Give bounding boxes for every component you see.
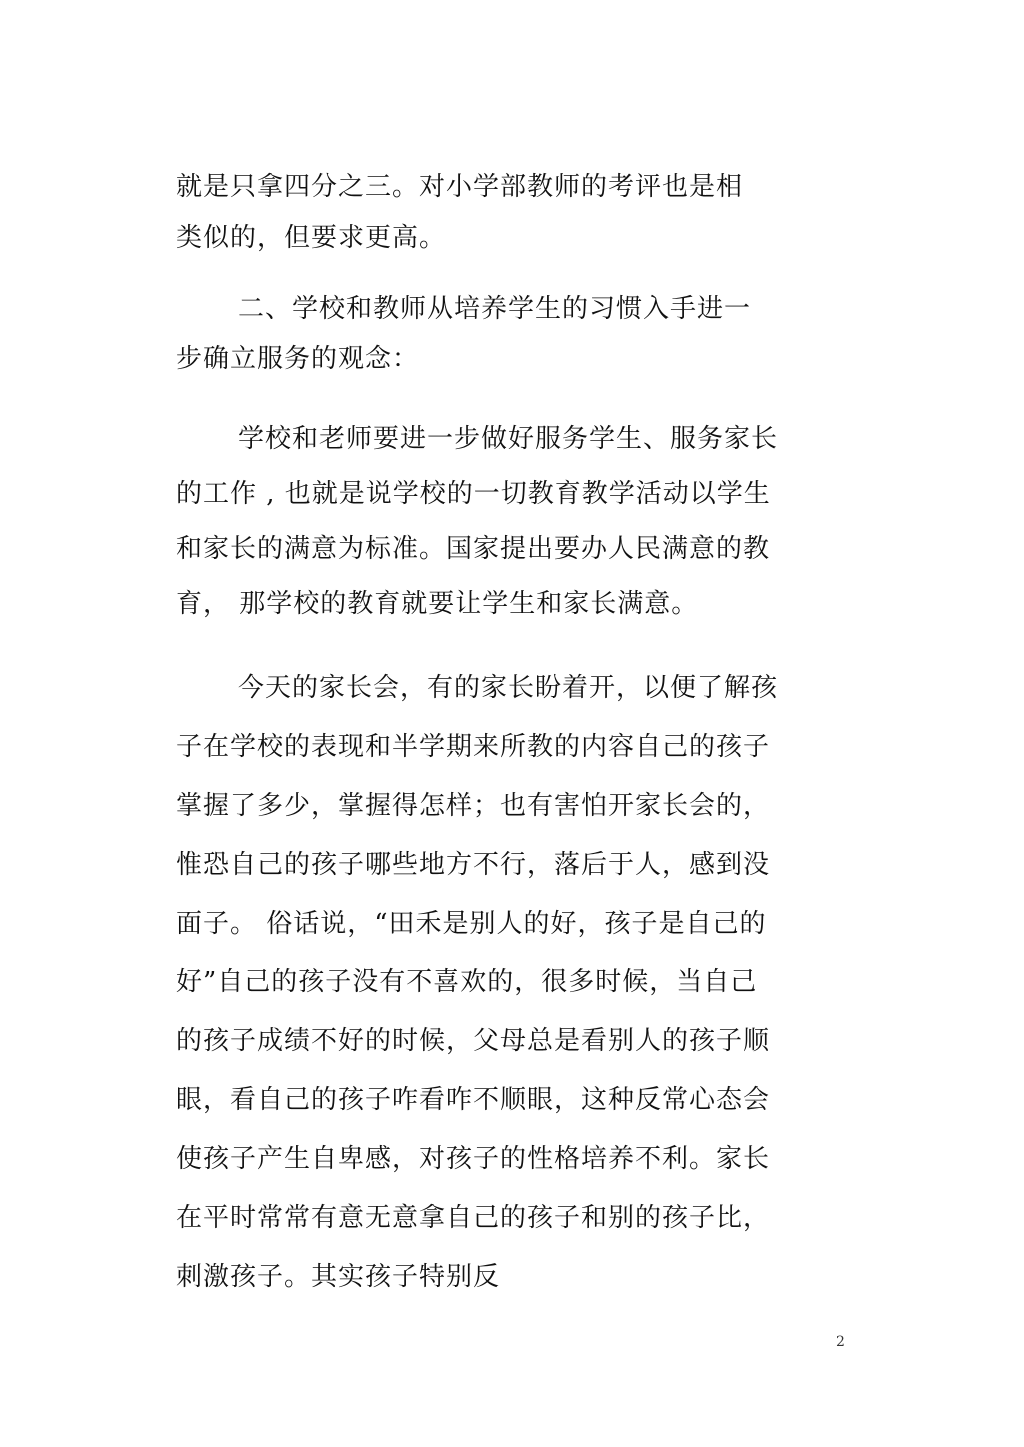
text-line: 类似的，但要求更高。 xyxy=(176,223,447,253)
text-line: 学校和老师要进一步做好服务学生、服务家长 xyxy=(238,424,779,454)
text-line: 掌握了多少，掌握得怎样；也有害怕开家长会的， xyxy=(176,791,771,821)
text-line: 今天的家长会，有的家长盼着开，以便了解孩 xyxy=(238,673,779,703)
text-line: 子在学校的表现和半学期来所教的内容自己的孩子 xyxy=(176,732,771,762)
text-line: 二、学校和教师从培养学生的习惯入手进一 xyxy=(238,294,752,324)
text-line: 使孩子产生自卑感，对孩子的性格培养不利。家长 xyxy=(176,1144,771,1174)
text-line: 就是只拿四分之三。对小学部教师的考评也是相 xyxy=(176,172,744,202)
text-line: 眼，看自己的孩子咋看咋不顺眼，这种反常心态会 xyxy=(176,1085,771,1115)
text-line: 步确立服务的观念： xyxy=(176,344,420,374)
text-line: 的孩子成绩不好的时候，父母总是看别人的孩子顺 xyxy=(176,1026,771,1056)
text-line: 育， 那学校的教育就要让学生和家长满意。 xyxy=(176,589,699,619)
text-line: 的工作 , 也就是说学校的一切教育教学活动以学生 xyxy=(176,479,771,509)
text-line: 在平时常常有意无意拿自己的孩子和别的孩子比， xyxy=(176,1203,771,1233)
page-number: 2 xyxy=(836,1334,845,1350)
text-line: 和家长的满意为标准。国家提出要办人民满意的教 xyxy=(176,534,771,564)
text-line: 面子。 俗话说，“田禾是别人的好，孩子是自己的 xyxy=(176,909,767,939)
text-line: 惟恐自己的孩子哪些地方不行，落后于人，感到没 xyxy=(176,850,771,880)
text-line: 好”自己的孩子没有不喜欢的，很多时候，当自己 xyxy=(176,967,758,997)
text-line: 刺激孩子。其实孩子特别反 xyxy=(176,1262,501,1292)
